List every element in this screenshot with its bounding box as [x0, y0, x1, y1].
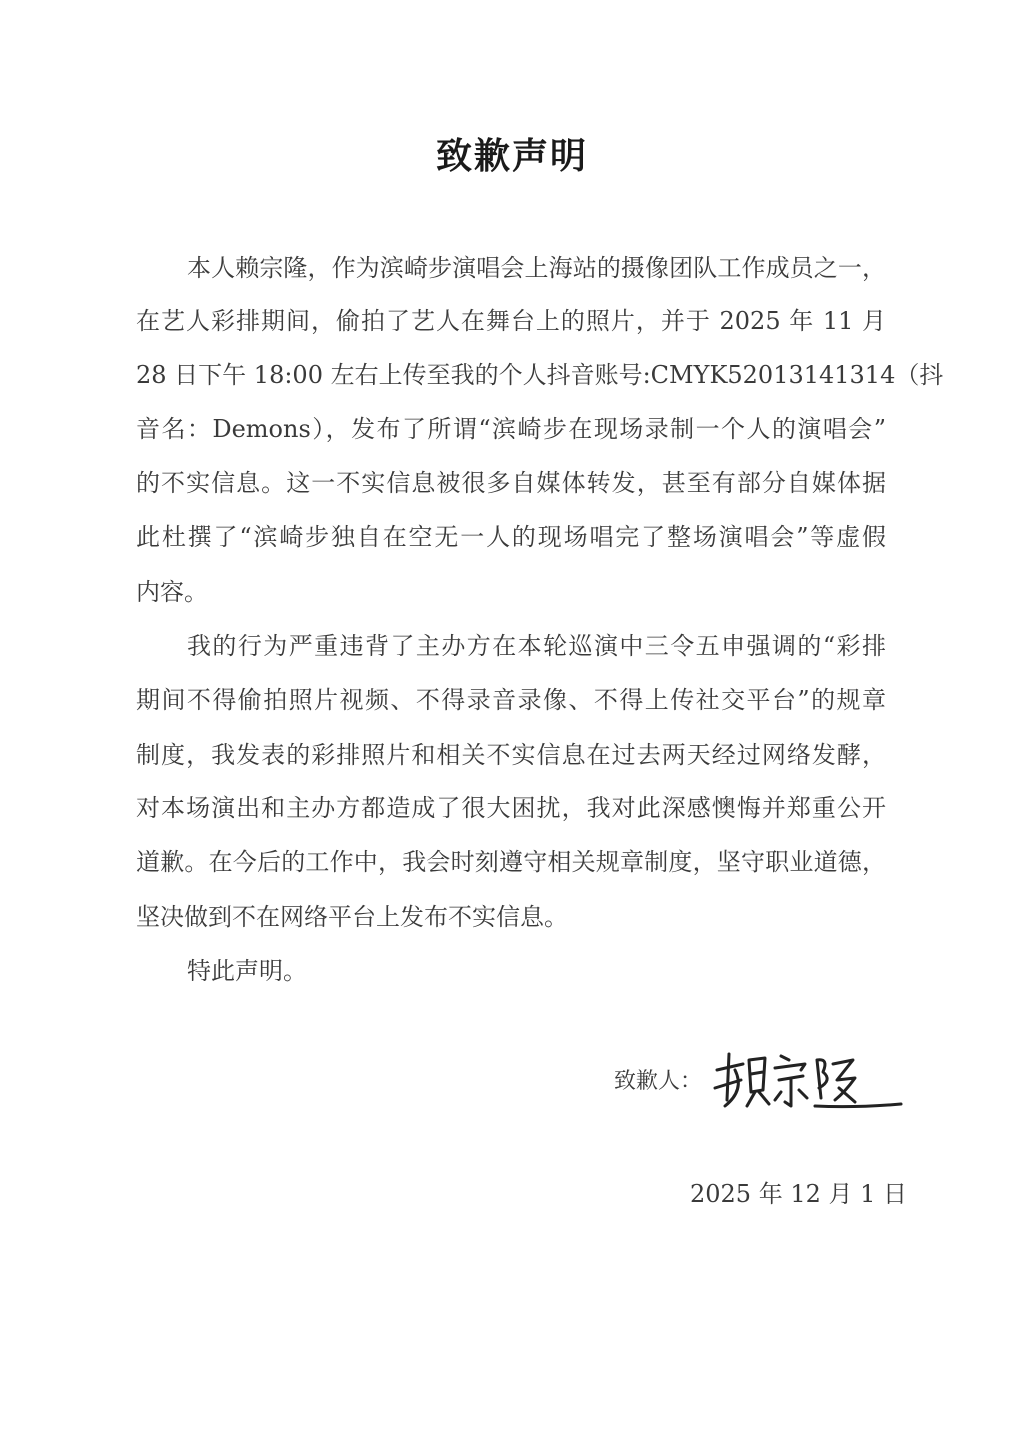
- text-line: 本人赖宗隆，作为滨崎步演唱会上海站的摄像团队工作成员之一，: [187, 254, 886, 282]
- text-line: 对本场演出和主办方都造成了很大困扰，我对此深感懊悔并郑重公开: [136, 794, 886, 822]
- text-line: 音名：Demons），发布了所谓“滨崎步在现场录制一个人的演唱会”: [136, 415, 886, 443]
- text-line: 我的行为严重违背了主办方在本轮巡演中三令五申强调的“彩排: [187, 632, 886, 660]
- signature-label: 致歉人：: [614, 1069, 703, 1094]
- signature-date: 2025 年 12 月 1 日: [690, 1180, 908, 1208]
- text-line: 的不实信息。这一不实信息被很多自媒体转发，甚至有部分自媒体据: [136, 469, 886, 497]
- handwritten-signature: [705, 1040, 905, 1124]
- text-line: 在艺人彩排期间，偷拍了艺人在舞台上的照片，并于 2025 年 11 月: [136, 307, 886, 335]
- text-line: 期间不得偷拍照片视频、不得录音录像、不得上传社交平台”的规章: [136, 686, 886, 714]
- text-line: 坚决做到不在网络平台上发布不实信息。: [136, 903, 568, 931]
- document-title: 致歉声明: [435, 136, 588, 177]
- text-line: 制度，我发表的彩排照片和相关不实信息在过去两天经过网络发酵，: [136, 741, 886, 769]
- text-line: 28 日下午 18:00 左右上传至我的个人抖音账号:CMYK52013141314（抖: [136, 361, 944, 389]
- text-line: 道歉。在今后的工作中，我会时刻遵守相关规章制度，坚守职业道德，: [136, 848, 886, 876]
- text-line: 此杜撰了“滨崎步独自在空无一人的现场唱完了整场演唱会”等虚假: [136, 523, 886, 551]
- text-line: 内容。: [136, 578, 208, 606]
- text-line: 特此声明。: [187, 957, 307, 985]
